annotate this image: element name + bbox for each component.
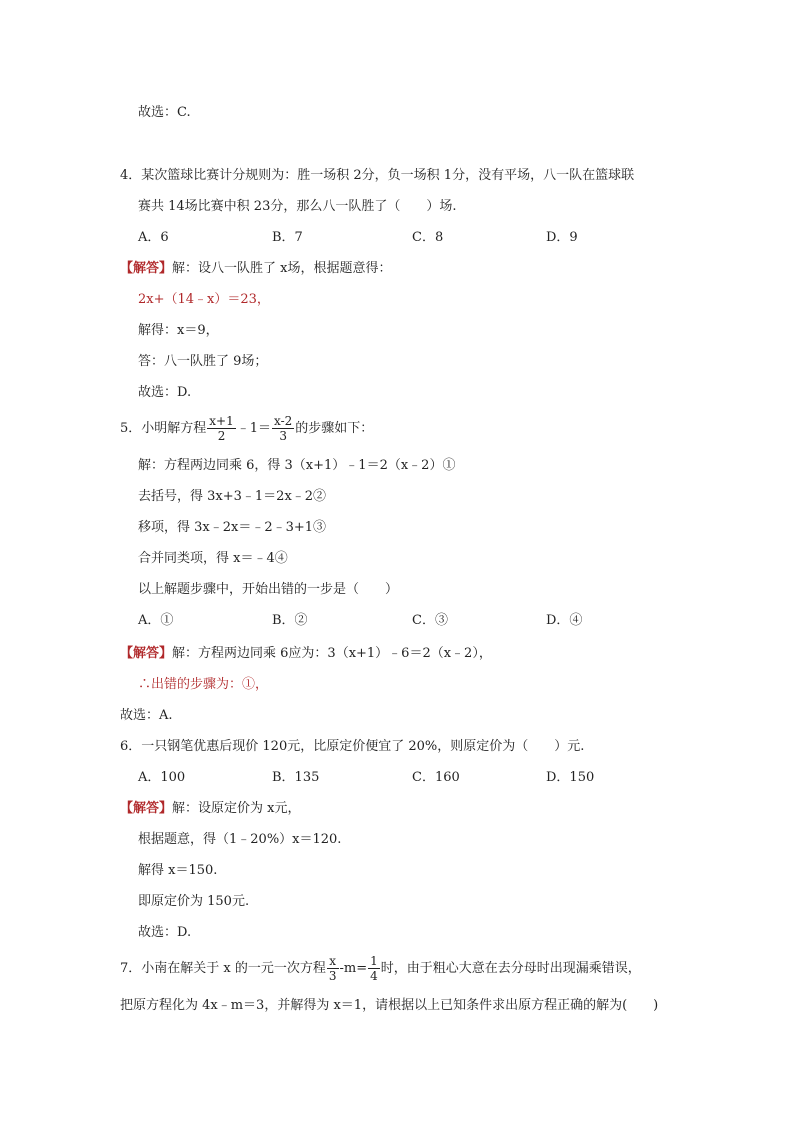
q7-fraction-1-num: x (327, 954, 339, 969)
q6-text: 6．一只钢笔优惠后现价 120元，比原定价便宜了 20%，则原定价为（ ）元. (120, 739, 585, 754)
q5-step-1: 解：方程两边同乘 6，得 3（x+1）﹣1＝2（x﹣2）① (138, 458, 456, 473)
q5-step-4: 合并同类项，得 x＝﹣4④ (138, 551, 288, 566)
q7-text-line1 (120, 954, 641, 984)
q5-conclusion: 故选：A. (120, 708, 173, 723)
q4-answer-label: 【解答】 (120, 261, 173, 276)
q7-text-line2: 把原方程化为 4x﹣m＝3，并解得为 x＝1，请根据以上已知条件求出原方程正确的解为( ) (120, 998, 659, 1013)
q5-answer-intro: 解：方程两边同乘 6应为：3（x+1）﹣6＝2（x﹣2）， (172, 646, 492, 661)
q4-option-c: C．8 (412, 230, 444, 245)
q7-fraction-2-num: 1 (370, 954, 378, 968)
q4-option-d: D．9 (546, 230, 578, 245)
q5-conclusion-red: ∴出错的步骤为：①， (138, 677, 269, 692)
q6-option-c: C．160 (412, 770, 460, 785)
q5-prefix: 5．小明解方程 (120, 421, 207, 436)
q5-step-2: 去括号，得 3x+3﹣1＝2x﹣2② (138, 489, 327, 504)
q4-step-1: 2x+（14﹣x）＝23， (138, 292, 270, 307)
q4-text-line1: 4．某次篮球比赛计分规则为：胜一场积 2分，负一场积 1分，没有平场，八一队在篮球联 (120, 168, 635, 183)
prev-conclusion: 故选：C. (138, 105, 191, 120)
q4-step-3: 答：八一队胜了 9场； (138, 354, 268, 369)
q5-step-3: 移项，得 3x﹣2x＝﹣2﹣3+1③ (138, 520, 327, 535)
q5-option-c: C．③ (412, 613, 448, 628)
q7-prefix: 7．小南在解关于 x 的一元一次方程 (120, 961, 326, 976)
q4-step-4: 故选：D. (138, 385, 192, 400)
q6-option-b: B．135 (272, 770, 320, 785)
q4-answer-intro: 解：设八一队胜了 x场，根据题意得： (172, 261, 392, 276)
q5-answer-label: 【解答】 (120, 646, 173, 661)
q7-fraction-1 (327, 954, 339, 983)
q5-option-b: B．② (272, 613, 308, 628)
q6-answer-intro: 解：设原定价为 x元， (172, 801, 301, 816)
q5-suffix: 的步骤如下： (295, 421, 374, 436)
q5-fraction-2-den: 3 (279, 429, 287, 443)
q5-mid: ﹣1＝ (236, 421, 272, 436)
q6-step-4: 故选：D. (138, 925, 192, 940)
q6-answer-label: 【解答】 (120, 801, 173, 816)
q4-step-2: 解得：x＝9， (138, 323, 219, 338)
q7-fraction-1-den: 3 (328, 969, 337, 983)
q5-option-d: D．④ (546, 613, 583, 628)
q7-mid: -m= (339, 961, 368, 976)
q5-fraction-1-num: x+1 (209, 414, 234, 428)
q6-option-a: A．100 (138, 770, 186, 785)
q6-step-1: 根据题意，得（1﹣20%）x＝120. (138, 832, 342, 847)
q4-answer (120, 259, 391, 279)
q5-answer (120, 644, 492, 664)
q4-text-line2: 赛共 14场比赛中积 23分，那么八一队胜了（ ）场. (138, 199, 457, 214)
q5-fraction-2 (272, 414, 294, 443)
q7-suffix: 时，由于粗心大意在去分母时出现漏乘错误， (380, 961, 641, 976)
q5-option-a: A．① (138, 613, 174, 628)
q5-fraction-2-num: x-2 (274, 414, 293, 428)
q6-step-3: 即原定价为 150元. (138, 894, 250, 909)
q6-answer (120, 799, 300, 819)
q7-fraction-2-den: 4 (370, 969, 378, 983)
q5-question: 以上解题步骤中，开始出错的一步是（ ） (138, 582, 399, 597)
q7-fraction-2 (368, 954, 380, 983)
q5-fraction-1 (207, 414, 235, 443)
q6-option-d: D．150 (546, 770, 595, 785)
q4-option-a: A．6 (138, 230, 169, 245)
q5-fraction-1-den: 2 (217, 429, 226, 443)
q4-option-b: B．7 (272, 230, 303, 245)
q5-text (120, 414, 373, 444)
q6-step-2: 解得 x＝150. (138, 863, 218, 878)
